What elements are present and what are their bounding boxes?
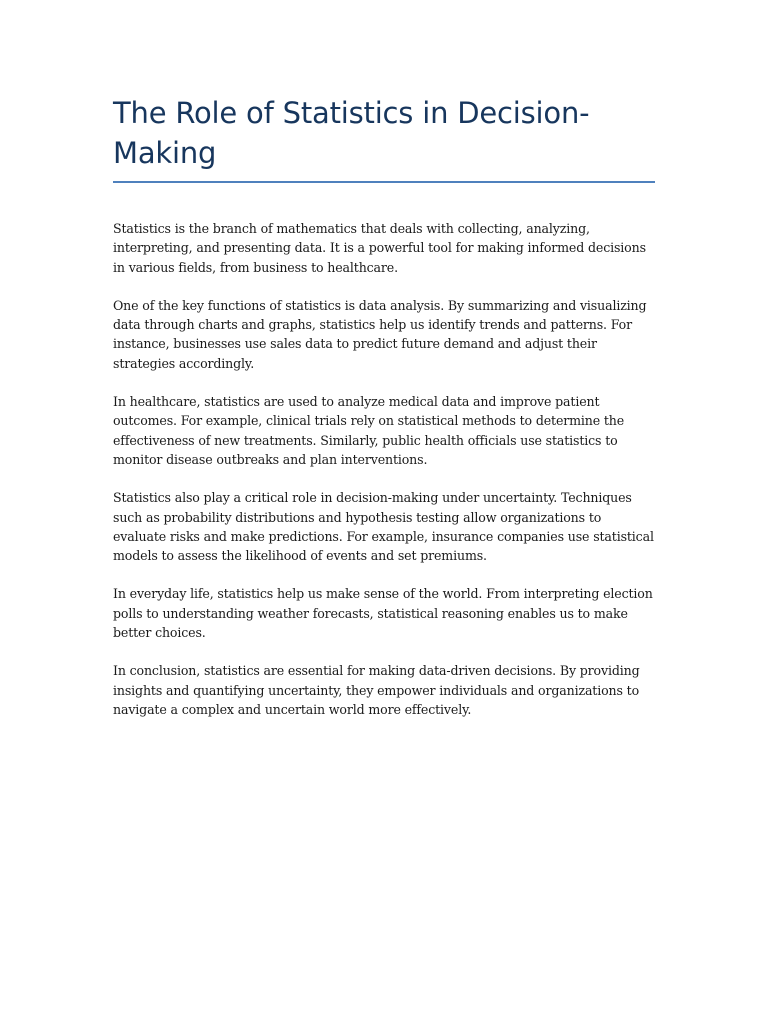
document-content bbox=[113, 93, 655, 738]
paragraph-intro: Statistics is the branch of mathematics that deals with collecting, analyzing, interpreting, and presenting data. It is a powerful tool for making informed decisions in various fields, from business to healthcare. bbox=[113, 221, 646, 275]
document-body bbox=[113, 219, 655, 719]
paragraph-healthcare: In healthcare, statistics are used to analyze medical data and improve patient outcomes. For example, clinical trials rely on statistical methods to determine the effectiveness of new treatments. Similarly, public health officials use statistics to monitor disease outbreaks and plan interventions. bbox=[113, 394, 625, 467]
paragraph-data-analysis: One of the key functions of statistics is data analysis. By summarizing and visualizing data through charts and graphs, statistics help us identify trends and patterns. For instance, businesses use sales data to predict future demand and adjust their strategies accordingly. bbox=[113, 297, 647, 371]
paragraph-uncertainty: Statistics also play a critical role in decision-making under uncertainty. Techniques such as probability distributions and hypothesis testing allow organizations to evaluate risks and make predictions. For example, insurance companies use statistical models to assess the likelihood of events and set premiums. bbox=[113, 490, 654, 564]
document-title: The Role of Statistics in Decision-Making bbox=[113, 93, 655, 183]
paragraph-conclusion: In conclusion, statistics are essential for making data-driven decisions. By providing insights and quantifying uncertainty, they empower individuals and organizations to navigate a complex and uncertain world more effectively. bbox=[113, 663, 640, 717]
paragraph-everyday-life: In everyday life, statistics help us make sense of the world. From interpreting election polls to understanding weather forecasts, statistical reasoning enables us to make better choices. bbox=[113, 586, 653, 641]
